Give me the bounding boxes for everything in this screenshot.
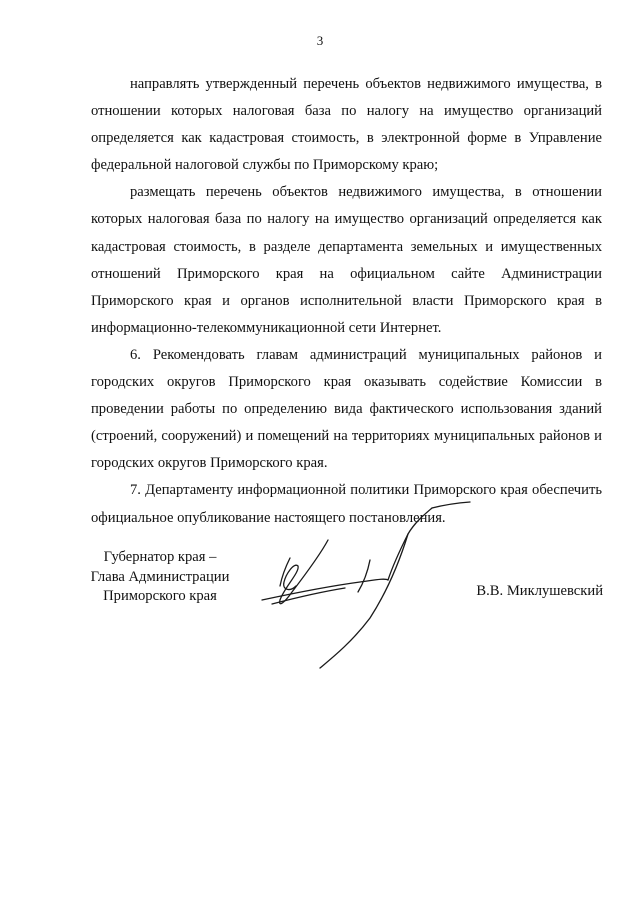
- handwritten-signature: [250, 500, 480, 670]
- paragraph-item-6: 6. Рекомендовать главам администраций муниципальных районов и городских округов Приморского края оказывать содействие Комиссии в проведении работы по определению вида фактического использования зданий (строений, сооружений) и помещений на территориях муниципальных районов и городских округов Приморского края.: [91, 346, 602, 472]
- paragraph-item-7: 7. Департаменту информационной политики Приморского края обеспечить официальное опубликование настоящего постановления.: [91, 482, 602, 526]
- page-number: 3: [316, 33, 324, 48]
- position-line-3: Приморского края: [103, 588, 217, 604]
- document-body: [91, 71, 602, 532]
- position-line-2: Глава Администрации: [90, 568, 230, 585]
- signatory-position: [70, 548, 250, 607]
- paragraph-send-list: направлять утвержденный перечень объектов недвижимого имущества, в отношении которых налоговая база по налогу на имущество организаций определяется как кадастровая стоимость, в электронной форме в Управление федеральной налоговой службы по Приморскому краю;: [91, 76, 602, 174]
- position-line-1: Губернатор края –: [103, 549, 217, 565]
- paragraph-publish-list: размещать перечень объектов недвижимого имущества, в отношении которых налоговая база по налогу на имущество организаций определяется как кадастровая стоимость, в разделе департамента земельных и имущественных отношений Приморского края на официальном сайте Администрации Приморского края и органов исполнительной власти Приморского края в информационно-телекоммуникационной сети Интернет.: [91, 184, 602, 336]
- signatory-name: В.В. Миклушевский: [476, 583, 603, 599]
